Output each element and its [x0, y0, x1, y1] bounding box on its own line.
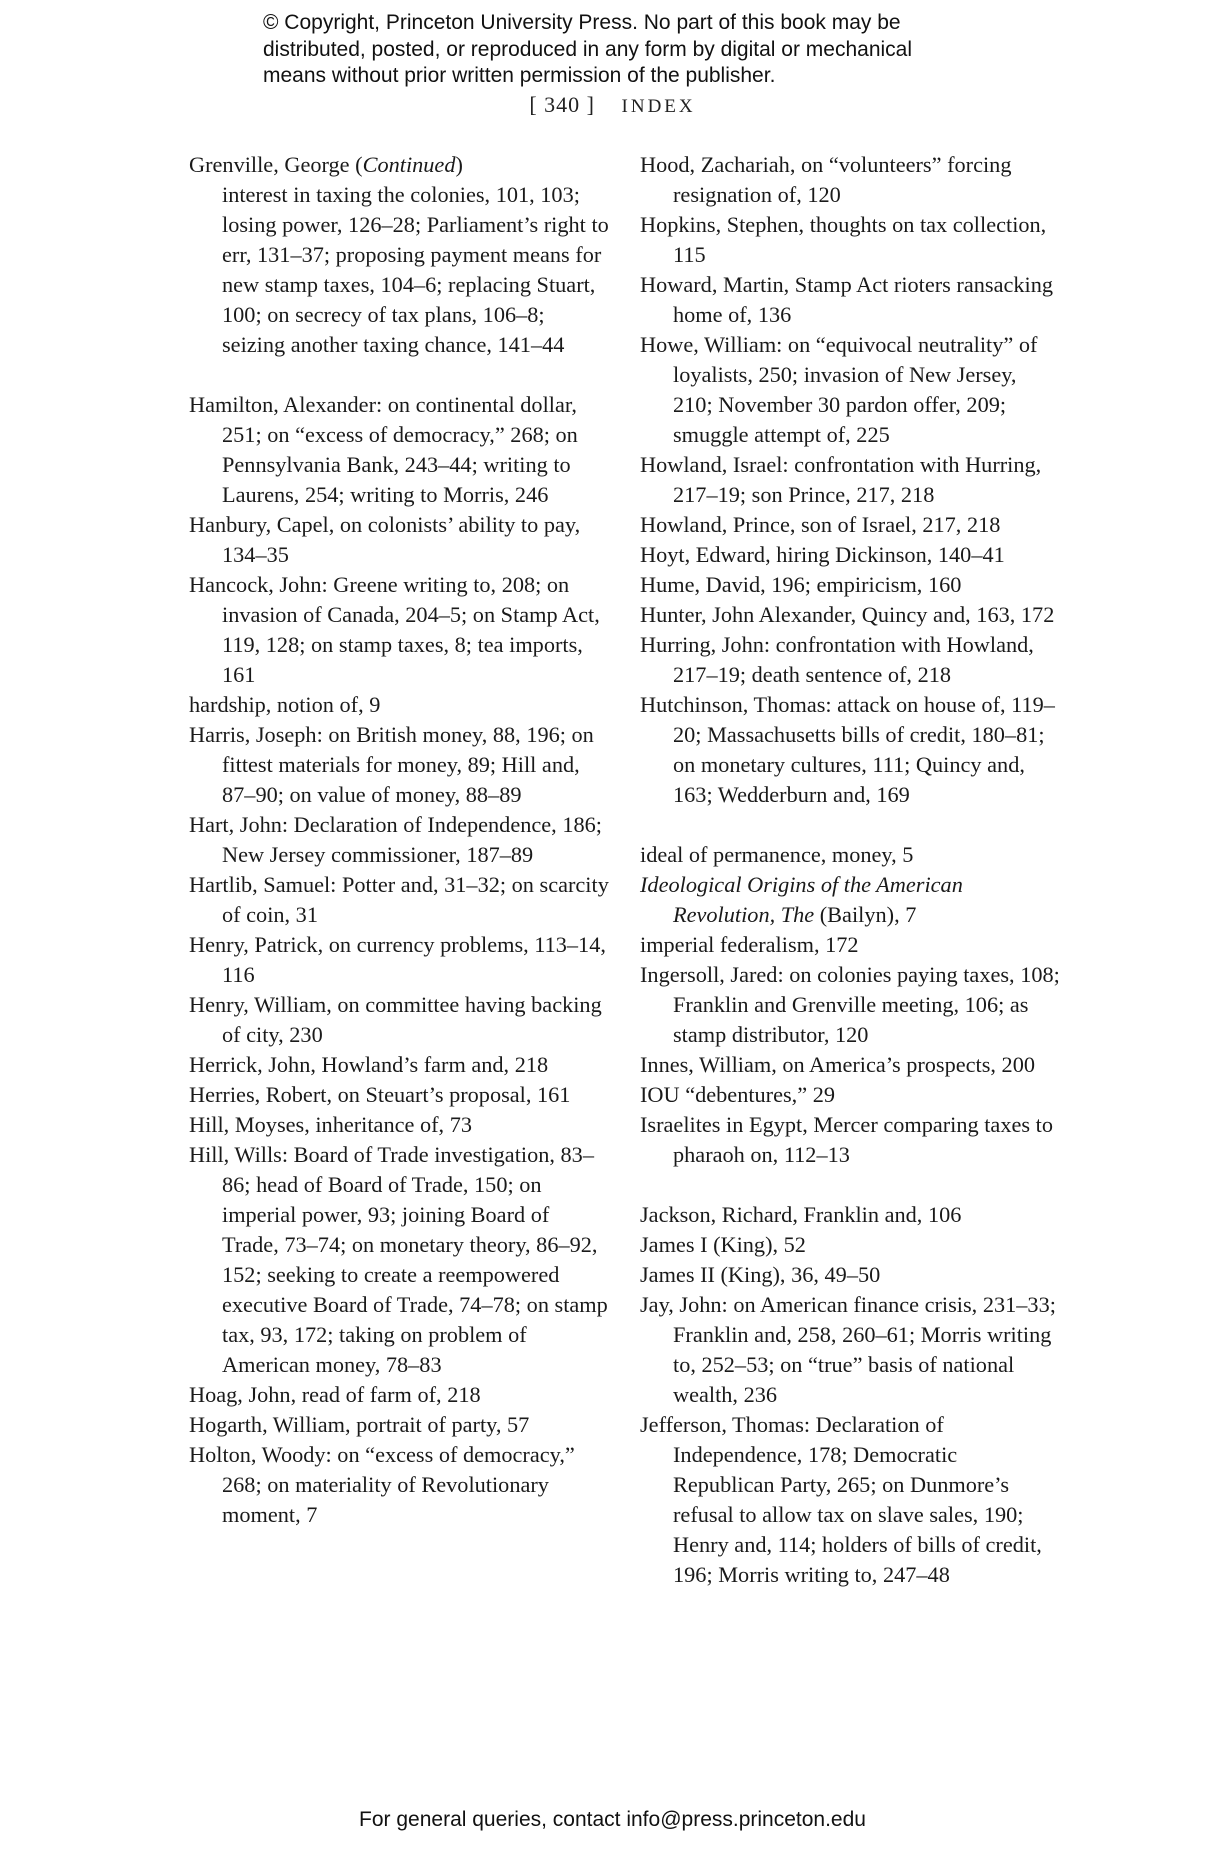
running-head: [0, 92, 1225, 118]
index-entry: Howard, Martin, Stamp Act rioters ransacking home of, 136: [640, 272, 1054, 327]
index-entry: ideal of permanence, money, 5: [640, 842, 914, 867]
index-entry: Hamilton, Alexander: on continental dollar, 251; on “excess of democracy,” 268; on Pennsylvania Bank, 243–44; writing to Laurens, 254; writing to Morris, 246: [189, 392, 578, 507]
copyright-line: distributed, posted, or reproduced in any form by digital or mechanical: [263, 37, 913, 61]
index-entry: Jackson, Richard, Franklin and, 106: [640, 1202, 962, 1227]
page-number: [ 340 ]: [529, 92, 596, 117]
entry-text: Grenville, George (: [189, 152, 363, 177]
index-entry: Hurring, John: confrontation with Howland, 217–19; death sentence of, 218: [640, 632, 1034, 687]
index-entry: Jay, John: on American finance crisis, 231–33; Franklin and, 258, 260–61; Morris writing to, 252–53; on “true” basis of national wealth, 236: [640, 1292, 1056, 1407]
entry-text: ) interest in taxing the colonies, 101, 103; losing power, 126–28; Parliament’s right to err, 131–37; proposing payment means for new stamp taxes, 104–6; replacing Stuart, 100; on secrecy of tax plans, 106–8; seizing another taxing chance, 141–44: [222, 152, 609, 357]
index-entry: [640, 870, 1060, 930]
index-entry: Ingersoll, Jared: on colonies paying taxes, 108; Franklin and Grenville meeting, 106; as stamp distributor, 120: [640, 962, 1060, 1047]
index-entry: Hart, John: Declaration of Independence, 186; New Jersey commissioner, 187–89: [189, 812, 602, 867]
entry-italic: Continued: [362, 152, 456, 177]
index-entry: Hogarth, William, portrait of party, 57: [189, 1412, 530, 1437]
index-entry: Hoag, John, read of farm of, 218: [189, 1382, 481, 1407]
index-entry: Henry, Patrick, on currency problems, 113–14, 116: [189, 932, 606, 987]
index-entry: Hopkins, Stephen, thoughts on tax collection, 115: [640, 212, 1047, 267]
index-entry: Innes, William, on America’s prospects, 200: [640, 1052, 1036, 1077]
footer-contact: For general queries, contact info@press.princeton.edu: [359, 1808, 866, 1831]
copyright-line: © Copyright, Princeton University Press. No part of this book may be: [263, 11, 901, 34]
index-entry: Henry, William, on committee having backing of city, 230: [189, 992, 602, 1047]
index-entry: Hood, Zachariah, on “volunteers” forcing resignation of, 120: [640, 152, 1012, 207]
entry-italic: Ideological Origins of the American Revolution, The: [640, 872, 963, 927]
index-entry: Hancock, John: Greene writing to, 208; on invasion of Canada, 204–5; on Stamp Act, 119, 128; on stamp taxes, 8; tea imports, 161: [189, 572, 600, 687]
index-entry: Hanbury, Capel, on colonists’ ability to pay, 134–35: [189, 512, 581, 567]
index-entry: Israelites in Egypt, Mercer comparing taxes to pharaoh on, 112–13: [640, 1112, 1053, 1167]
index-entry: Hunter, John Alexander, Quincy and, 163, 172: [640, 602, 1055, 627]
copyright-line: means without prior written permission of the publisher.: [263, 64, 776, 87]
index-entry: IOU “debentures,” 29: [640, 1082, 836, 1107]
index-entry: Hutchinson, Thomas: attack on house of, 119–20; Massachusetts bills of credit, 180–81; on monetary cultures, 111; Quincy and, 163; Wedderburn and, 169: [640, 692, 1055, 807]
index-column-right: [640, 150, 1060, 1590]
index-entry: Holton, Woody: on “excess of democracy,” 268; on materiality of Revolutionary moment, 7: [189, 1442, 575, 1527]
section-label: INDEX: [621, 96, 696, 117]
letter-gap: [640, 810, 1060, 840]
index-entry: Hill, Moyses, inheritance of, 73: [189, 1112, 472, 1137]
index-entry: Hoyt, Edward, hiring Dickinson, 140–41: [640, 542, 1005, 567]
index-entry: James II (King), 36, 49–50: [640, 1262, 881, 1287]
index-entry: Harris, Joseph: on British money, 88, 196; on fittest materials for money, 89; Hill and, 87–90; on value of money, 88–89: [189, 722, 594, 807]
index-column-left: [189, 150, 609, 1530]
index-entry: Hume, David, 196; empiricism, 160: [640, 572, 962, 597]
index-entry: Howland, Israel: confrontation with Hurring, 217–19; son Prince, 217, 218: [640, 452, 1042, 507]
copyright-notice: [263, 10, 983, 90]
index-entry: hardship, notion of, 9: [189, 692, 381, 717]
index-entry: Howe, William: on “equivocal neutrality” of loyalists, 250; invasion of New Jersey, 210; November 30 pardon offer, 209; smuggle attempt of, 225: [640, 332, 1038, 447]
index-entry: Hill, Wills: Board of Trade investigation, 83–86; head of Board of Trade, 150; on imperial power, 93; joining Board of Trade, 73–74; on monetary theory, 86–92, 152; seeking to create a reempowered executive Board of Trade, 74–78; on stamp tax, 93, 172; taking on problem of American money, 78–83: [189, 1142, 608, 1377]
index-entry: imperial federalism, 172: [640, 932, 859, 957]
entry-text: (Bailyn), 7: [814, 902, 917, 927]
index-entry: [189, 150, 609, 360]
index-entry: Howland, Prince, son of Israel, 217, 218: [640, 512, 1001, 537]
index-entry: James I (King), 52: [640, 1232, 806, 1257]
letter-gap: [640, 1170, 1060, 1200]
index-entry: Hartlib, Samuel: Potter and, 31–32; on scarcity of coin, 31: [189, 872, 609, 927]
index-entry: Herrick, John, Howland’s farm and, 218: [189, 1052, 549, 1077]
index-entry: Jefferson, Thomas: Declaration of Independence, 178; Democratic Republican Party, 265; on Dunmore’s refusal to allow tax on slave sales, 190; Henry and, 114; holders of bills of credit, 196; Morris writing to, 247–48: [640, 1412, 1042, 1587]
index-entry: Herries, Robert, on Steuart’s proposal, 161: [189, 1082, 571, 1107]
letter-gap: [189, 360, 609, 390]
